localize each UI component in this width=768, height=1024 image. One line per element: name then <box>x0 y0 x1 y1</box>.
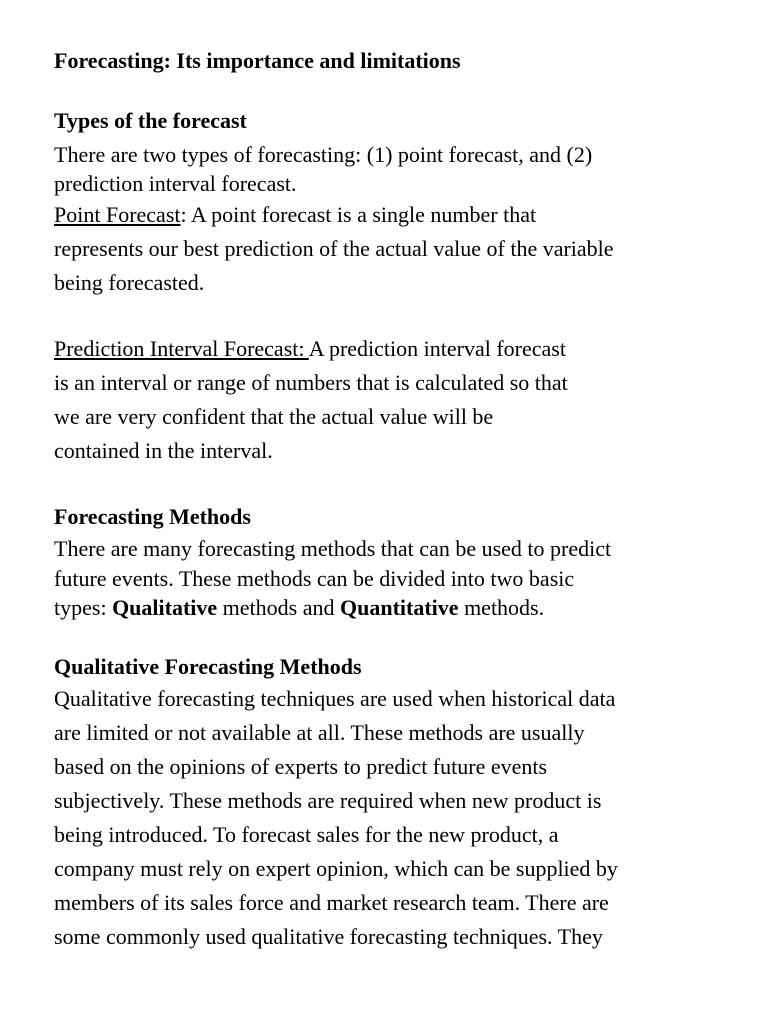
paragraph-text: : A point forecast is a single number that <box>180 202 537 227</box>
paragraph-line: being forecasted. <box>54 270 205 295</box>
paragraph-text: methods and <box>217 595 340 620</box>
point-forecast-term: Point Forecast <box>54 202 181 227</box>
paragraph-line: There are many forecasting methods that can be used to predict <box>54 536 612 561</box>
section-heading-methods: Forecasting Methods <box>54 504 251 529</box>
paragraph-line: contained in the interval. <box>54 438 273 463</box>
paragraph-line: There are two types of forecasting: (1) point forecast, and (2) <box>54 142 593 167</box>
paragraph-text: A prediction interval forecast <box>308 336 566 361</box>
section-heading-qualitative: Qualitative Forecasting Methods <box>54 654 362 679</box>
paragraph-line: based on the opinions of experts to predict future events <box>54 754 548 779</box>
qualitative-term: Qualitative <box>112 595 218 620</box>
section-heading-types: Types of the forecast <box>54 108 247 133</box>
interval-forecast-term: Prediction Interval Forecast: <box>54 336 309 361</box>
paragraph-line: some commonly used qualitative forecasting techniques. They <box>54 924 603 949</box>
paragraph-line: Qualitative forecasting techniques are used when historical data <box>54 686 616 711</box>
paragraph-line: represents our best prediction of the actual value of the variable <box>54 236 614 261</box>
paragraph-line: we are very confident that the actual value will be <box>54 404 494 429</box>
document-title: Forecasting: Its importance and limitations <box>54 48 461 73</box>
paragraph-line: members of its sales force and market research team. There are <box>54 890 609 915</box>
paragraph-line-method-types <box>54 595 544 621</box>
quantitative-term: Quantitative <box>340 595 459 620</box>
paragraph-line: future events. These methods can be divided into two basic <box>54 566 575 591</box>
paragraph-line: being introduced. To forecast sales for the new product, a <box>54 822 559 847</box>
paragraph-text: methods. <box>458 595 545 620</box>
paragraph-line: company must rely on expert opinion, which can be supplied by <box>54 856 618 881</box>
interval-forecast-definition <box>54 336 566 362</box>
paragraph-text: types: <box>54 595 113 620</box>
paragraph-line: prediction interval forecast. <box>54 171 297 196</box>
paragraph-line: is an interval or range of numbers that is calculated so that <box>54 370 568 395</box>
paragraph-line: are limited or not available at all. These methods are usually <box>54 720 585 745</box>
paragraph-line: subjectively. These methods are required when new product is <box>54 788 602 813</box>
point-forecast-definition <box>54 202 536 228</box>
